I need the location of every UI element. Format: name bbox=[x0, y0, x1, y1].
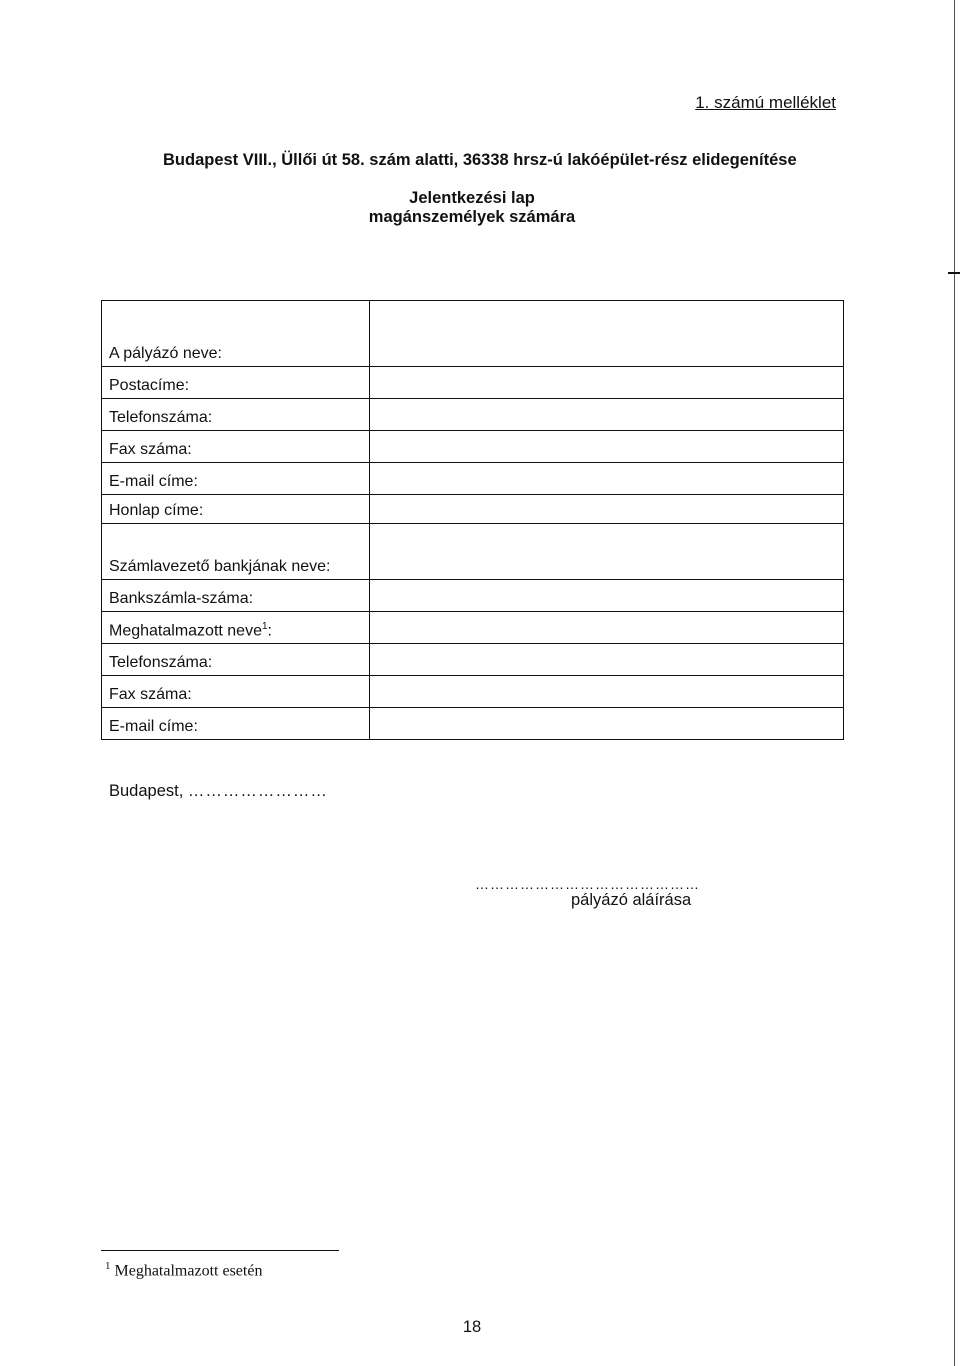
form-row bbox=[102, 708, 844, 740]
application-form-table bbox=[101, 300, 844, 740]
form-label-proxy-name bbox=[102, 612, 370, 644]
signature-label: pályázó aláírása bbox=[571, 891, 692, 909]
form-label-bank-name: Számlavezető bankjának neve: bbox=[102, 524, 370, 580]
form-subtitle: magánszemélyek számára bbox=[368, 208, 576, 226]
scan-edge-line bbox=[954, 0, 955, 1366]
form-value-proxy-fax[interactable] bbox=[370, 676, 844, 708]
form-label-applicant-name: A pályázó neve: bbox=[102, 301, 370, 367]
form-row bbox=[102, 399, 844, 431]
footnote-marker: 1 bbox=[105, 1260, 111, 1272]
form-label-phone: Telefonszáma: bbox=[102, 399, 370, 431]
form-row bbox=[102, 463, 844, 495]
form-value-bank-account[interactable] bbox=[370, 580, 844, 612]
form-row bbox=[102, 431, 844, 463]
scan-edge-tick bbox=[948, 272, 960, 274]
form-value-postal-address[interactable] bbox=[370, 367, 844, 399]
footnote bbox=[105, 1260, 262, 1280]
page-number: 18 bbox=[462, 1318, 482, 1336]
form-label-postal-address: Postacíme: bbox=[102, 367, 370, 399]
form-value-proxy-phone[interactable] bbox=[370, 644, 844, 676]
form-value-phone[interactable] bbox=[370, 399, 844, 431]
form-value-applicant-name[interactable] bbox=[370, 301, 844, 367]
footnote-ref: 1 bbox=[261, 620, 268, 632]
form-row bbox=[102, 644, 844, 676]
form-row bbox=[102, 495, 844, 524]
form-title: Jelentkezési lap bbox=[409, 189, 535, 207]
form-value-proxy-name[interactable] bbox=[370, 612, 844, 644]
form-row bbox=[102, 301, 844, 367]
form-value-website[interactable] bbox=[370, 495, 844, 524]
form-label-website: Honlap címe: bbox=[102, 495, 370, 524]
proxy-name-label-text: Meghatalmazott neve bbox=[109, 622, 262, 639]
form-value-fax[interactable] bbox=[370, 431, 844, 463]
form-row bbox=[102, 580, 844, 612]
footnote-rule bbox=[101, 1250, 339, 1251]
place-date-line bbox=[109, 782, 328, 801]
annex-label: 1. számú melléklet bbox=[695, 93, 836, 112]
form-value-proxy-email[interactable] bbox=[370, 708, 844, 740]
form-row bbox=[102, 524, 844, 580]
proxy-name-label-colon: : bbox=[267, 622, 272, 639]
signature-dots: ……………………………………… bbox=[475, 876, 700, 892]
form-value-email[interactable] bbox=[370, 463, 844, 495]
form-label-fax: Fax száma: bbox=[102, 431, 370, 463]
footnote-text: Meghatalmazott esetén bbox=[114, 1262, 263, 1280]
form-row bbox=[102, 676, 844, 708]
form-label-email: E-mail címe: bbox=[102, 463, 370, 495]
document-title: Budapest VIII., Üllői út 58. szám alatti, 36338 hrsz-ú lakóépület-rész elidegenítése bbox=[163, 151, 797, 169]
form-label-proxy-email: E-mail címe: bbox=[102, 708, 370, 740]
form-label-bank-account: Bankszámla-száma: bbox=[102, 580, 370, 612]
form-row bbox=[102, 367, 844, 399]
place-label: Budapest, bbox=[109, 782, 184, 800]
form-label-proxy-phone: Telefonszáma: bbox=[102, 644, 370, 676]
form-value-bank-name[interactable] bbox=[370, 524, 844, 580]
form-row bbox=[102, 612, 844, 644]
date-dots: …………………… bbox=[187, 782, 328, 800]
form-label-proxy-fax: Fax száma: bbox=[102, 676, 370, 708]
